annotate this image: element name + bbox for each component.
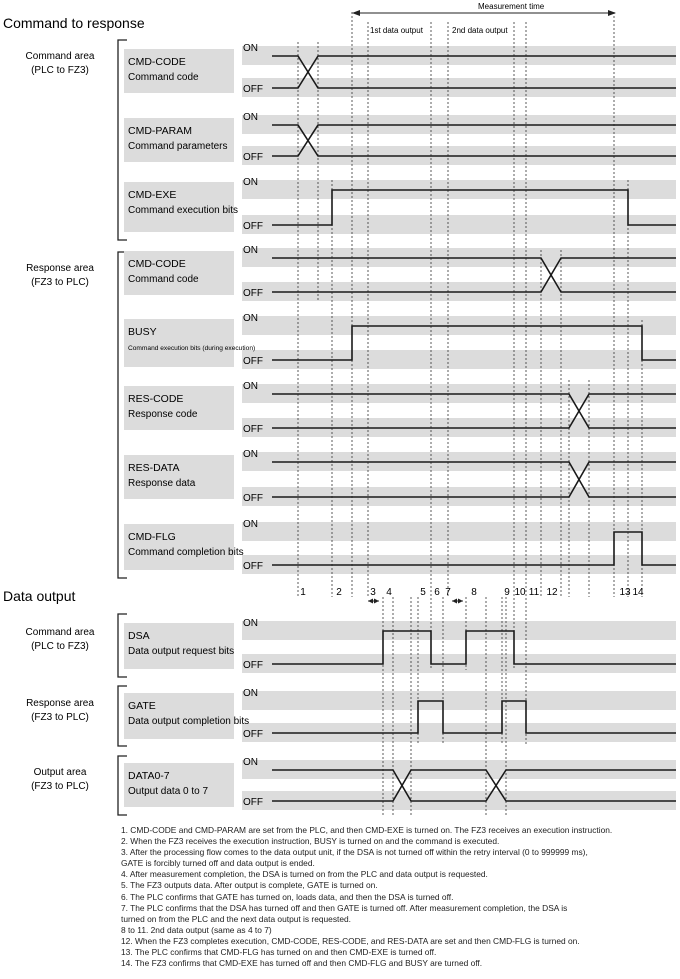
signal-name: CMD-PARAM [128,125,192,137]
timing-marker-10: 10 [514,587,526,598]
first-output-label: 1st data output [370,26,423,35]
off-label: OFF [243,152,263,163]
signal-name: CMD-FLG [128,531,176,543]
signal-description: Command execution bits (during execution) [128,345,256,352]
timing-marker-14: 14 [632,587,644,598]
measurement-time-arrow-right [608,10,616,16]
on-label: ON [243,618,258,629]
on-label: ON [243,313,258,324]
interval-arrow-3 [368,599,379,604]
timing-marker-13: 13 [619,587,631,598]
timing-marker-8: 8 [471,587,477,598]
timing-marker-7: 7 [445,587,451,598]
signal-description: Data output request bits [128,646,235,657]
off-label: OFF [243,561,263,572]
timing-marker-12: 12 [546,587,558,598]
on-label: ON [243,381,258,392]
off-label: OFF [243,797,263,808]
timing-marker-4: 4 [386,587,392,598]
timing-marker-1: 1 [300,587,306,598]
on-label: ON [243,449,258,460]
signal-description: Output data 0 to 7 [128,786,209,797]
area-label-command-1: Command area (PLC to FZ3) [25,51,95,76]
signal-name: CMD-CODE [128,56,186,68]
signal-name: RES-DATA [128,462,180,474]
measurement-time-label: Measurement time [478,2,545,11]
note-item: 8 to 11. 2nd data output (same as 4 to 7) [121,924,272,935]
on-label: ON [243,177,258,188]
on-label: ON [243,688,258,699]
off-label: OFF [243,288,263,299]
off-label: OFF [243,424,263,435]
signal-description: Command parameters [128,141,228,152]
section-title-data-output: Data output [3,588,76,604]
on-label: ON [243,757,258,768]
on-label: ON [243,245,258,256]
timing-marker-11: 11 [528,587,540,598]
note-item: 7. The PLC confirms that the DSA has turned off and then GATE is turned off. After measurement completion, the DSA is turned on from the PLC and the next data output is requested. [121,902,568,924]
signal-name: BUSY [128,326,157,338]
on-band [242,522,676,541]
on-label: ON [243,112,258,123]
section-title-command-to-response: Command to response [3,15,145,31]
note-item: 12. When the FZ3 completes execution, CMD-CODE, RES-CODE, and RES-DATA are set and then CMD-FLG is turned on. [121,935,580,946]
note-item: 4. After measurement completion, the DSA is turned on from the PLC and data output is requested. [121,869,488,880]
note-item: 3. After the processing flow comes to the data output unit, if the DSA is not turned off within the retry interval (0 to 999999 ms), GATE is forcibly turned off and data output is ended. [121,847,588,869]
note-item: 1. CMD-CODE and CMD-PARAM are set from the PLC, and then CMD-EXE is turned on. The FZ3 receives an execution instruction. [121,825,613,835]
note-item: 2. When the FZ3 receives the execution instruction, BUSY is turned on and the command is executed. [121,836,500,847]
off-label: OFF [243,221,263,232]
signal-description: Command completion bits [128,547,244,558]
signal-description: Command code [128,72,199,83]
signal-description: Command execution bits [128,205,239,216]
area-label-response-2: Response area (FZ3 to PLC) [26,698,94,723]
note-item: 5. The FZ3 outputs data. After output is complete, GATE is turned on. [121,880,378,891]
signal-name: RES-CODE [128,393,184,405]
on-label: ON [243,43,258,54]
signal-name: DSA [128,630,150,642]
on-label: ON [243,519,258,530]
second-output-label: 2nd data output [452,26,508,35]
area-label-output: Output area (FZ3 to PLC) [31,767,89,792]
timing-marker-6: 6 [434,587,440,598]
timing-marker-3: 3 [370,587,376,598]
note-item: 13. The PLC confirms that CMD-FLG has turned on and then CMD-EXE is turned off. [121,947,437,958]
note-item: 6. The PLC confirms that GATE has turned on, loads data, and then the DSA is turned off. [121,891,454,902]
signal-name: GATE [128,700,156,712]
signal-name: DATA0-7 [128,770,170,782]
off-label: OFF [243,729,263,740]
timing-marker-5: 5 [420,587,426,598]
signal-name: CMD-CODE [128,258,186,270]
on-band [242,691,676,710]
off-label: OFF [243,84,263,95]
signal-description: Response data [128,478,196,489]
signal-waveforms [272,56,676,801]
interval-arrow-7 [452,599,463,604]
signal-name: CMD-EXE [128,189,177,201]
measurement-time-arrow-left [352,10,360,16]
area-label-response-1: Response area (FZ3 to PLC) [26,263,94,288]
off-label: OFF [243,356,263,367]
signal-description: Response code [128,409,198,420]
timing-marker-2: 2 [336,587,342,598]
off-label: OFF [243,660,263,671]
off-label: OFF [243,493,263,504]
timing-marker-9: 9 [504,587,510,598]
signal-description: Command code [128,274,199,285]
signal-description: Data output completion bits [128,716,250,727]
notes-list [121,825,677,969]
on-band [242,621,676,640]
area-label-command-2: Command area (PLC to FZ3) [25,627,95,652]
note-item: 14. The FZ3 confirms that CMD-EXE has turned off and then CMD-FLG and BUSY are turned off. [121,958,483,969]
